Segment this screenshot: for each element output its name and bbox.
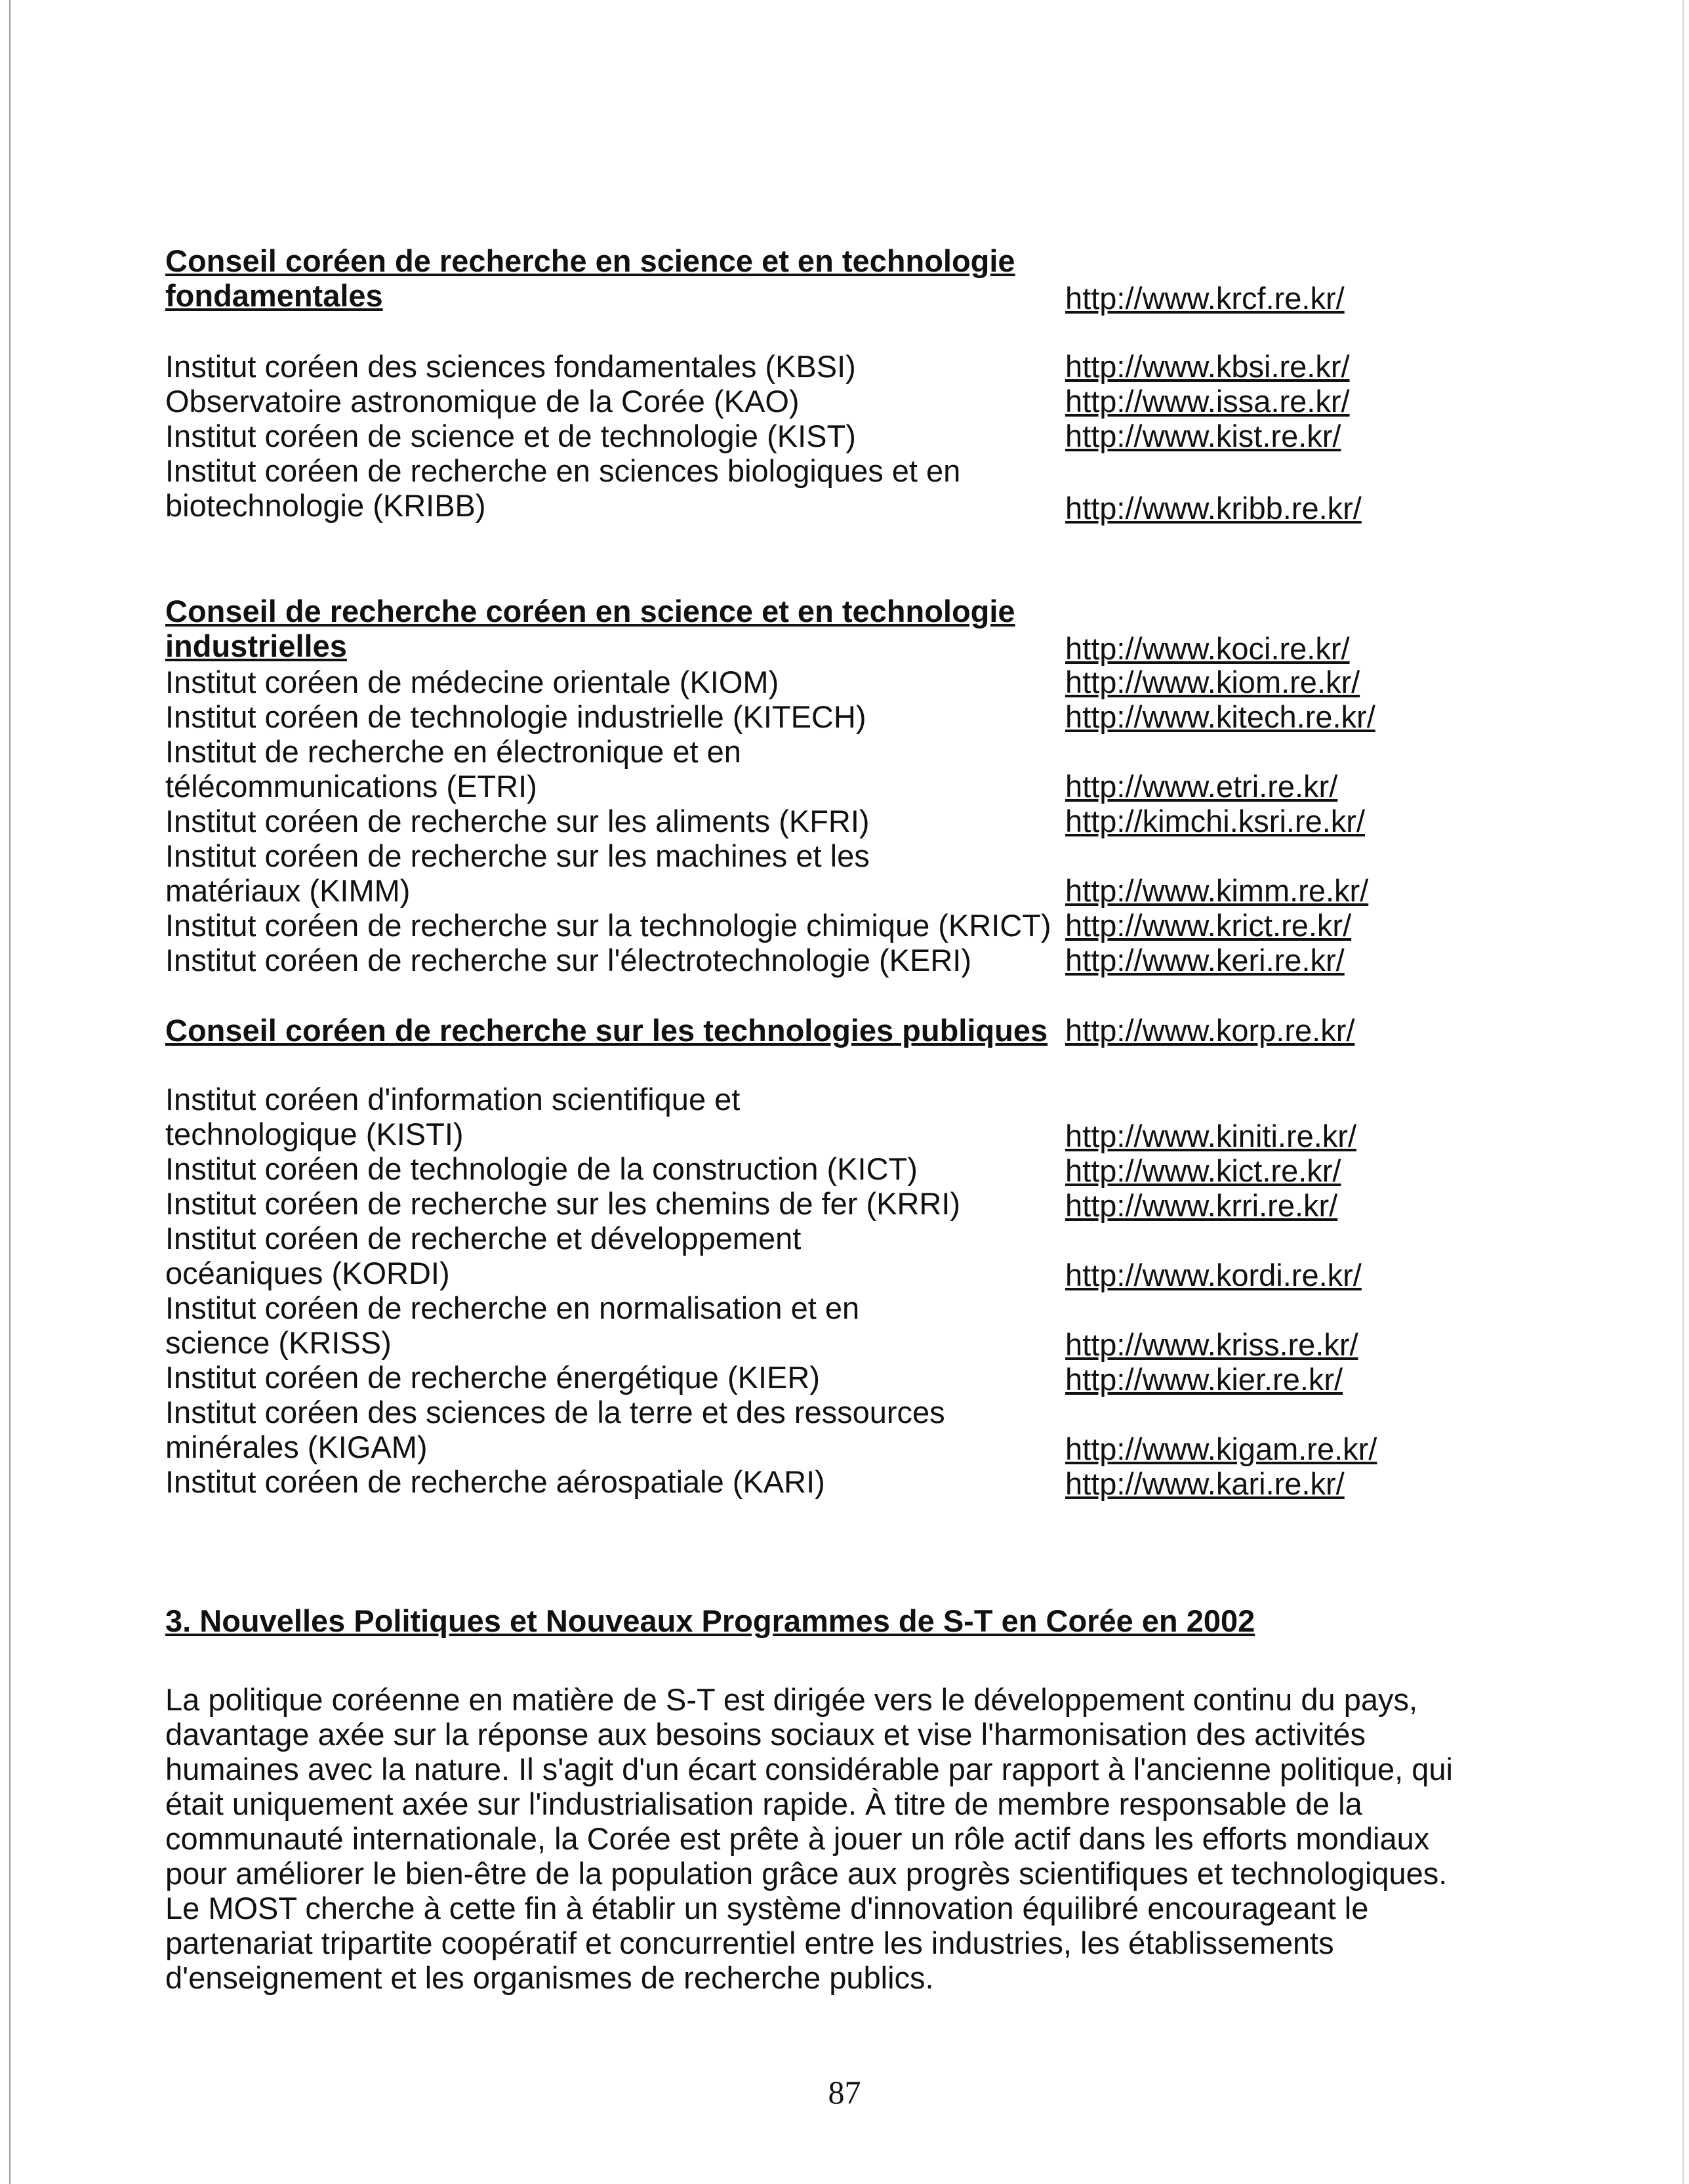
institute-name: Institut coréen de recherche sur la technologie chimique (KRICT) xyxy=(165,908,1051,943)
paragraph-line: était uniquement axée sur l'industrialisation rapide. À titre de membre responsable de la xyxy=(165,1786,1362,1821)
institute-name: Institut coréen des sciences de la terre et des ressources xyxy=(165,1395,945,1430)
institute-name: Institut coréen de recherche énergétique (KIER) xyxy=(165,1360,820,1395)
institute-name: matériaux (KIMM) xyxy=(165,873,411,908)
page-number: 87 xyxy=(828,2074,861,2111)
institute-name: Institut coréen de recherche sur l'électrotechnologie (KERI) xyxy=(165,943,971,978)
institute-name: technologique (KISTI) xyxy=(165,1117,464,1151)
paragraph-line: davantage axée sur la réponse aux besoins sociaux et vise l'harmonisation des activités xyxy=(165,1717,1366,1752)
paragraph-line: d'enseignement et les organismes de recherche publics. xyxy=(165,1960,934,1995)
institute-name: Institut coréen des sciences fondamentales (KBSI) xyxy=(165,349,856,384)
group-2-heading-line-1: Conseil de recherche coréen en science et en technologie xyxy=(165,594,1015,628)
institute-link[interactable]: http://www.kribb.re.kr/ xyxy=(1065,491,1362,525)
paragraph-line: pour améliorer le bien-être de la population grâce aux progrès scientifiques et technologiques. xyxy=(165,1856,1448,1891)
institute-link[interactable]: http://www.keri.re.kr/ xyxy=(1065,943,1345,978)
group-2-heading-line-2: industrielles xyxy=(165,628,347,663)
section-title: 3. Nouvelles Politiques et Nouveaux Programmes de S-T en Corée en 2002 xyxy=(165,1603,1255,1638)
paragraph-line: communauté internationale, la Corée est prête à jouer un rôle actif dans les efforts mondiaux xyxy=(165,1821,1430,1856)
institute-name: Institut coréen d'information scientifique et xyxy=(165,1082,741,1117)
scan-edge-right xyxy=(1682,0,1684,2184)
institute-link[interactable]: http://www.kimm.re.kr/ xyxy=(1065,873,1369,908)
institute-name: Institut coréen de technologie industrielle (KITECH) xyxy=(165,699,866,734)
group-1-heading-line-2: fondamentales xyxy=(165,278,383,313)
group-3-heading-link[interactable]: http://www.korp.re.kr/ xyxy=(1065,1013,1355,1048)
group-1-heading-link[interactable]: http://www.krcf.re.kr/ xyxy=(1065,281,1345,316)
institute-name: Institut coréen de recherche et développement xyxy=(165,1221,802,1256)
group-1-heading-line-1: Conseil coréen de recherche en science et en technologie xyxy=(165,243,1015,278)
institute-name: Institut de recherche en électronique et en xyxy=(165,734,741,769)
group-2-heading-link[interactable]: http://www.koci.re.kr/ xyxy=(1065,631,1350,666)
institute-name: minérales (KIGAM) xyxy=(165,1430,428,1464)
institute-name: télécommunications (ETRI) xyxy=(165,769,537,804)
institute-link[interactable]: http://www.kist.re.kr/ xyxy=(1065,419,1341,453)
paragraph-line: Le MOST cherche à cette fin à établir un système d'innovation équilibré encourageant le xyxy=(165,1891,1369,1926)
scan-edge-left xyxy=(9,0,10,2184)
institute-link[interactable]: http://www.krict.re.kr/ xyxy=(1065,908,1352,943)
institute-link[interactable]: http://www.kari.re.kr/ xyxy=(1065,1466,1345,1501)
paragraph-line: humaines avec la nature. Il s'agit d'un écart considérable par rapport à l'ancienne politique, qui xyxy=(165,1752,1453,1786)
institute-name: Institut coréen de science et de technologie (KIST) xyxy=(165,419,856,453)
group-3-heading: Conseil coréen de recherche sur les technologies publiques xyxy=(165,1013,1048,1048)
institute-name: Institut coréen de recherche aérospatiale (KARI) xyxy=(165,1464,825,1499)
institute-link[interactable]: http://www.kier.re.kr/ xyxy=(1065,1362,1343,1397)
institute-link[interactable]: http://www.kict.re.kr/ xyxy=(1065,1153,1341,1188)
institute-name: science (KRISS) xyxy=(165,1325,392,1360)
institute-name: Observatoire astronomique de la Corée (KAO) xyxy=(165,384,800,419)
institute-link[interactable]: http://www.etri.re.kr/ xyxy=(1065,769,1338,804)
institute-name: océaniques (KORDI) xyxy=(165,1256,450,1290)
paragraph-line: La politique coréenne en matière de S-T est dirigée vers le développement continu du pays, xyxy=(165,1682,1418,1717)
institute-link[interactable]: http://www.krri.re.kr/ xyxy=(1065,1188,1338,1223)
institute-link[interactable]: http://www.kiniti.re.kr/ xyxy=(1065,1119,1356,1153)
institute-name: Institut coréen de recherche sur les chemins de fer (KRRI) xyxy=(165,1186,961,1221)
institute-link[interactable]: http://kimchi.ksri.re.kr/ xyxy=(1065,804,1366,838)
institute-link[interactable]: http://www.kiom.re.kr/ xyxy=(1065,665,1360,699)
institute-name: Institut coréen de technologie de la construction (KICT) xyxy=(165,1151,918,1186)
section-paragraph xyxy=(165,1682,1484,1995)
institute-name: Institut coréen de recherche en normalisation et en xyxy=(165,1290,860,1325)
institute-name: Institut coréen de médecine orientale (KIOM) xyxy=(165,665,779,699)
institute-name: Institut coréen de recherche sur les machines et les xyxy=(165,838,870,873)
institute-name: Institut coréen de recherche sur les aliments (KFRI) xyxy=(165,804,870,838)
institute-link[interactable]: http://www.kigam.re.kr/ xyxy=(1065,1432,1377,1466)
institute-link[interactable]: http://www.issa.re.kr/ xyxy=(1065,384,1350,419)
institute-link[interactable]: http://www.kbsi.re.kr/ xyxy=(1065,349,1350,384)
institute-link[interactable]: http://www.kordi.re.kr/ xyxy=(1065,1258,1362,1292)
paragraph-line: partenariat tripartite coopératif et concurrentiel entre les industries, les établissements xyxy=(165,1926,1334,1960)
institute-name: Institut coréen de recherche en sciences biologiques et en xyxy=(165,453,961,488)
institute-link[interactable]: http://www.kitech.re.kr/ xyxy=(1065,699,1375,734)
institute-link[interactable]: http://www.kriss.re.kr/ xyxy=(1065,1327,1358,1362)
institute-name: biotechnologie (KRIBB) xyxy=(165,488,486,523)
